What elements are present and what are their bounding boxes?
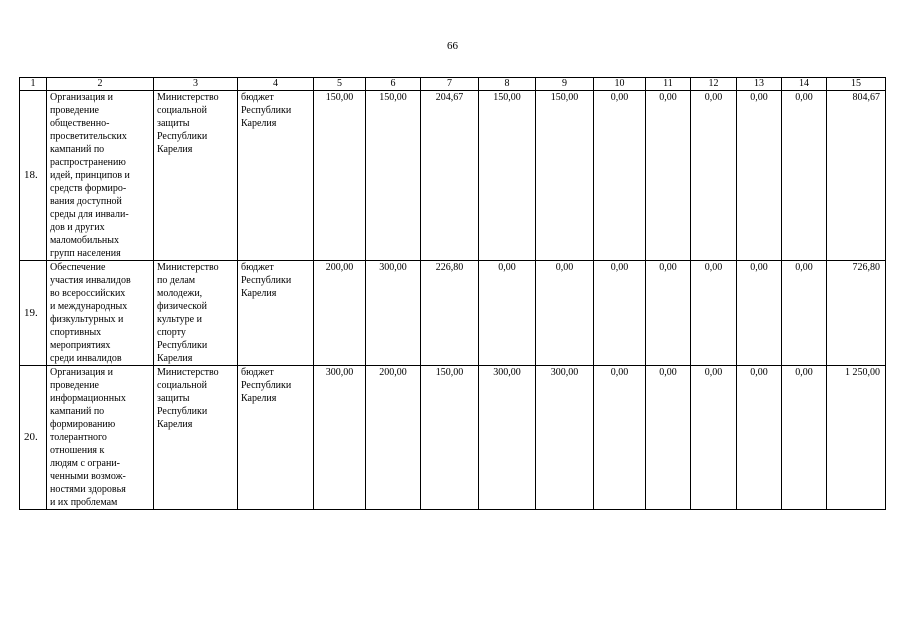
executor-cell-line: Министерство <box>157 92 219 103</box>
value-cell: 204,67 <box>421 91 479 261</box>
executor-cell-line: социальной <box>157 380 207 391</box>
value-cell: 0,00 <box>646 261 691 366</box>
activity-cell-line: кампаний по <box>50 406 105 417</box>
activity-cell-line: ностями здоровья <box>50 484 126 495</box>
col-header: 14 <box>782 78 827 91</box>
col-header: 11 <box>646 78 691 91</box>
value-cell: 0,00 <box>479 261 536 366</box>
activity-cell-line: формированию <box>50 419 116 430</box>
value-cell: 300,00 <box>314 366 366 510</box>
activity-cell-line: мероприятиях <box>50 340 111 351</box>
value-cell: 0,00 <box>594 261 646 366</box>
executor-cell <box>154 366 238 510</box>
total-cell: 1 250,00 <box>827 366 886 510</box>
value-cell: 0,00 <box>782 91 827 261</box>
value-cell: 0,00 <box>691 366 737 510</box>
value-cell: 150,00 <box>366 91 421 261</box>
value-cell: 0,00 <box>594 366 646 510</box>
activity-cell-line: кампаний по <box>50 144 105 155</box>
activity-cell-line: информационных <box>50 393 126 404</box>
executor-cell <box>154 261 238 366</box>
table-row <box>20 91 886 261</box>
executor-cell <box>154 91 238 261</box>
activity-cell-line: Организация и <box>50 92 114 103</box>
activity-cell-line: среды для инвали- <box>50 209 129 220</box>
funding-source-cell <box>238 261 314 366</box>
budget-table <box>19 77 886 510</box>
value-cell: 300,00 <box>479 366 536 510</box>
total-cell: 804,67 <box>827 91 886 261</box>
value-cell: 150,00 <box>421 366 479 510</box>
activity-cell-line: Организация и <box>50 367 114 378</box>
funding-source-cell-line: бюджет <box>241 367 274 378</box>
activity-cell-line: физкультурных и <box>50 314 124 325</box>
total-cell: 726,80 <box>827 261 886 366</box>
activity-cell <box>47 366 154 510</box>
activity-cell-line: дов и других <box>50 222 105 233</box>
value-cell: 0,00 <box>646 91 691 261</box>
activity-cell-line: групп населения <box>50 248 121 259</box>
executor-cell-line: Карелия <box>157 144 193 155</box>
funding-source-cell-line: Республики <box>241 380 292 391</box>
funding-source-cell-line: Республики <box>241 105 292 116</box>
col-header: 2 <box>47 78 154 91</box>
executor-cell-line: физической <box>157 301 207 312</box>
value-cell: 200,00 <box>314 261 366 366</box>
activity-cell-line: распространению <box>50 157 126 168</box>
executor-cell-line: по делам <box>157 275 196 286</box>
col-header: 10 <box>594 78 646 91</box>
activity-cell-line: во всероссийских <box>50 288 126 299</box>
activity-cell-line: участия инвалидов <box>50 275 131 286</box>
executor-cell-line: Республики <box>157 340 208 351</box>
value-cell: 300,00 <box>536 366 594 510</box>
header-row <box>20 78 886 91</box>
activity-cell-line: и международных <box>50 301 128 312</box>
activity-cell-line: средств формиро- <box>50 183 127 194</box>
funding-source-cell-line: Карелия <box>241 288 277 299</box>
value-cell: 0,00 <box>594 91 646 261</box>
table-row <box>20 366 886 510</box>
funding-source-cell <box>238 366 314 510</box>
col-header: 12 <box>691 78 737 91</box>
value-cell: 0,00 <box>782 261 827 366</box>
value-cell: 0,00 <box>737 91 782 261</box>
value-cell: 0,00 <box>737 366 782 510</box>
value-cell: 0,00 <box>646 366 691 510</box>
executor-cell-line: культуре и <box>157 314 202 325</box>
activity-cell-line: проведение <box>50 380 99 391</box>
row-index: 18. <box>20 91 47 261</box>
value-cell: 300,00 <box>366 261 421 366</box>
activity-cell-line: маломобильных <box>50 235 119 246</box>
activity-cell-line: людям с ограни- <box>50 458 120 469</box>
col-header: 4 <box>238 78 314 91</box>
activity-cell <box>47 261 154 366</box>
value-cell: 150,00 <box>536 91 594 261</box>
activity-cell-line: отношения к <box>50 445 105 456</box>
funding-source-cell-line: Республики <box>241 275 292 286</box>
col-header: 7 <box>421 78 479 91</box>
activity-cell-line: и их проблемам <box>50 497 118 508</box>
value-cell: 0,00 <box>691 261 737 366</box>
col-header: 6 <box>366 78 421 91</box>
value-cell: 150,00 <box>314 91 366 261</box>
funding-source-cell <box>238 91 314 261</box>
activity-cell-line: общественно- <box>50 118 110 129</box>
col-header: 5 <box>314 78 366 91</box>
activity-cell-line: просветительских <box>50 131 127 142</box>
value-cell: 150,00 <box>479 91 536 261</box>
activity-cell-line: среди инвалидов <box>50 353 122 364</box>
activity-cell-line: спортивных <box>50 327 102 338</box>
executor-cell-line: Республики <box>157 406 208 417</box>
funding-source-cell-line: Карелия <box>241 118 277 129</box>
col-header: 13 <box>737 78 782 91</box>
activity-cell-line: проведение <box>50 105 99 116</box>
activity-cell-line: ченными возмож- <box>50 471 126 482</box>
col-header: 15 <box>827 78 886 91</box>
activity-cell-line: толерантного <box>50 432 107 443</box>
value-cell: 0,00 <box>536 261 594 366</box>
activity-cell-line: идей, принципов и <box>50 170 130 181</box>
executor-cell-line: Карелия <box>157 419 193 430</box>
activity-cell <box>47 91 154 261</box>
value-cell: 0,00 <box>737 261 782 366</box>
value-cell: 226,80 <box>421 261 479 366</box>
activity-cell-line: Обеспечение <box>50 262 106 273</box>
executor-cell-line: Министерство <box>157 367 219 378</box>
col-header: 3 <box>154 78 238 91</box>
executor-cell-line: Министерство <box>157 262 219 273</box>
executor-cell-line: Карелия <box>157 353 193 364</box>
row-index: 19. <box>20 261 47 366</box>
col-header: 9 <box>536 78 594 91</box>
row-index: 20. <box>20 366 47 510</box>
col-header: 8 <box>479 78 536 91</box>
executor-cell-line: защиты <box>157 393 190 404</box>
executor-cell-line: Республики <box>157 131 208 142</box>
value-cell: 0,00 <box>691 91 737 261</box>
col-header: 1 <box>20 78 47 91</box>
executor-cell-line: социальной <box>157 105 207 116</box>
executor-cell-line: молодежи, <box>157 288 203 299</box>
funding-source-cell-line: Карелия <box>241 393 277 404</box>
activity-cell-line: вания доступной <box>50 196 122 207</box>
value-cell: 200,00 <box>366 366 421 510</box>
page-number: 66 <box>447 40 458 52</box>
value-cell: 0,00 <box>782 366 827 510</box>
executor-cell-line: защиты <box>157 118 190 129</box>
table-row <box>20 261 886 366</box>
executor-cell-line: спорту <box>157 327 186 338</box>
funding-source-cell-line: бюджет <box>241 92 274 103</box>
funding-source-cell-line: бюджет <box>241 262 274 273</box>
